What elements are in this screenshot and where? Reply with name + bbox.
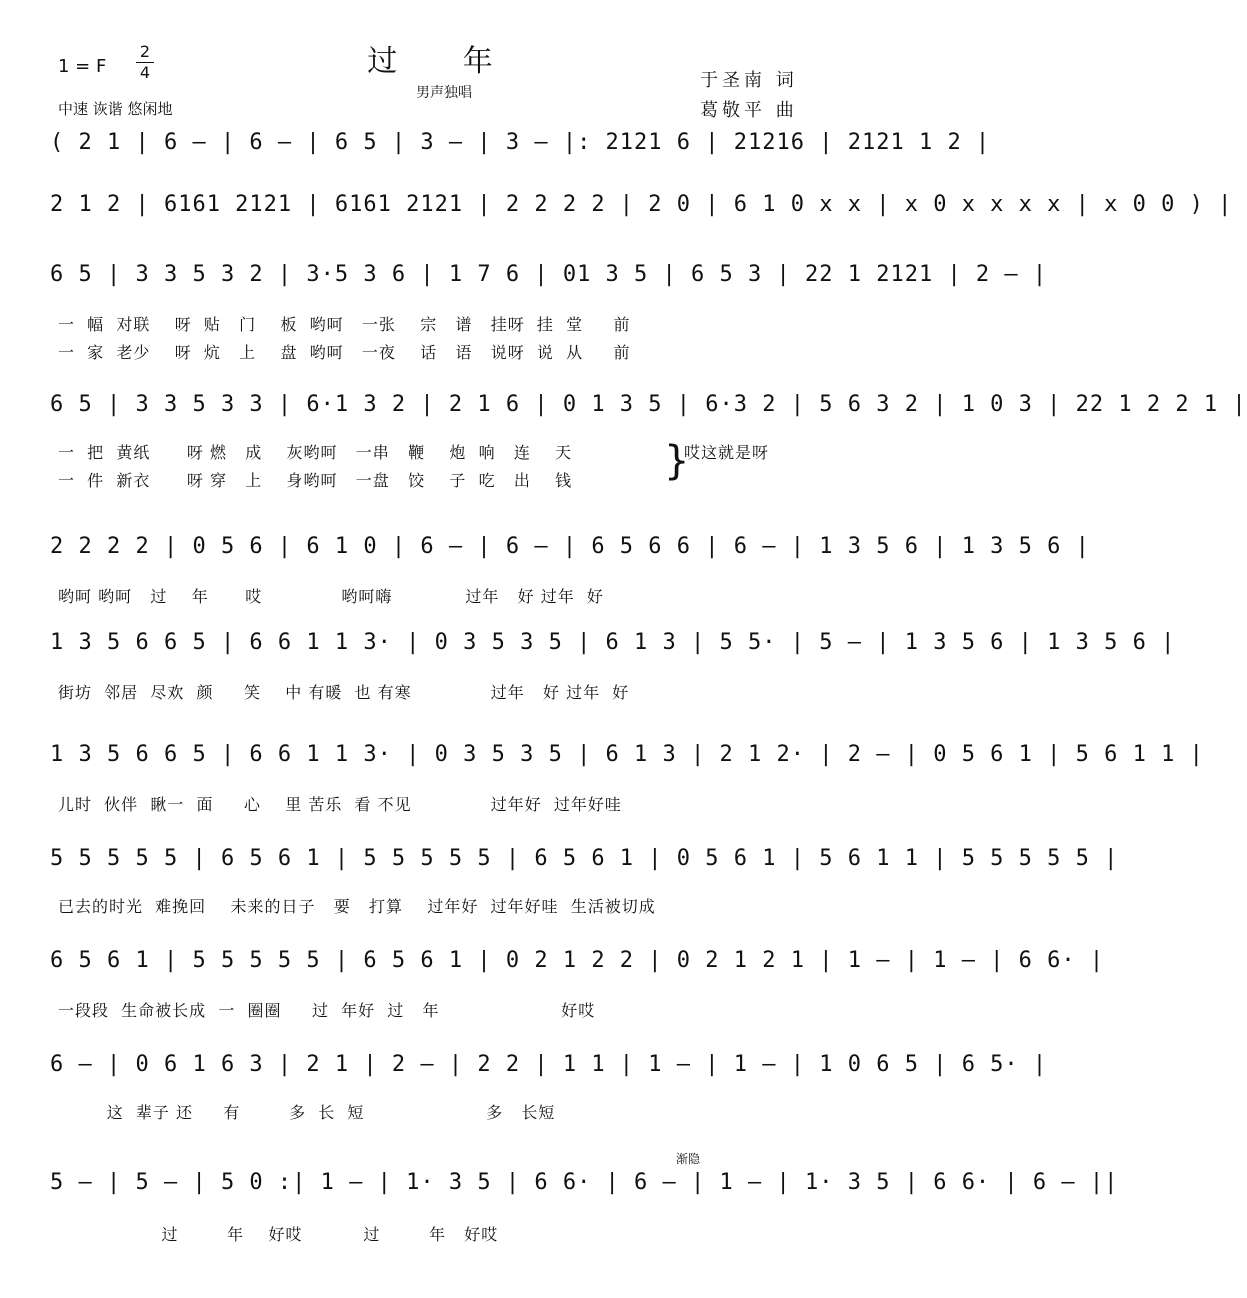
performance-note: 男声独唱 — [416, 85, 472, 101]
key-signature: 1 = F — [58, 56, 107, 77]
notation-line-7: 1 3 5 6 6 5 | 6 6 1 1 3· | 0 3 5 3 5 | 6 1 3 | 2 1 2· | 2 — | 0 5 6 1 | 5 6 1 1 | — [50, 742, 1204, 767]
notation-line-6: 1 3 5 6 6 5 | 6 6 1 1 3· | 0 3 5 3 5 | 6 1 3 | 5 5· | 5 — | 1 3 5 6 | 1 3 5 6 | — [50, 630, 1176, 655]
lyric-line-8-1: 已去的时光 难挽回 未来的日子 要 打算 过年好 过年好哇 生活被切成 — [58, 897, 656, 916]
lyric-line-4-1: 一 把 黄纸 呀 燃 成 灰哟呵 一串 鞭 炮 响 连 天 — [58, 443, 573, 462]
lyric-line-6-1: 街坊 邻居 尽欢 颜 笑 中 有暖 也 有寒 过年 好 过年 好 — [58, 683, 630, 702]
song-title: 过 年 — [367, 44, 521, 79]
lyric-line-4-2: 一 件 新衣 呀 穿 上 身哟呵 一盘 饺 子 吃 出 钱 — [58, 471, 573, 490]
lyricist-credit: 于圣南 词 — [700, 70, 798, 91]
lyric-line-5-1: 哟呵 哟呵 过 年 哎 哟呵嗨 过年 好 过年 好 — [58, 587, 604, 606]
notation-line-4: 6 5 | 3 3 5 3 3 | 6·1 3 2 | 2 1 6 | 0 1 3 5 | 6·3 2 | 5 6 3 2 | 1 0 3 | 22 1 2 2 1 | — [50, 392, 1247, 417]
notation-line-10: 6 — | 0 6 1 6 3 | 2 1 | 2 — | 2 2 | 1 1 | 1 — | 1 — | 1 0 6 5 | 6 5· | — [50, 1052, 1048, 1077]
notation-line-1: ( 2 1 | 6 — | 6 — | 6 5 | 3 — | 3 — |: 2121 6 | 21216 | 2121 1 2 | — [50, 130, 991, 155]
time-signature — [136, 42, 154, 83]
lyric-line-3-2: 一 家 老少 呀 炕 上 盘 哟呵 一夜 话 语 说呀 说 从 前 — [58, 343, 631, 362]
composer-credit: 葛敬平 曲 — [700, 100, 798, 121]
tempo-marking: 中速 诙谐 悠闲地 — [58, 100, 173, 118]
notation-line-11: 5 — | 5 — | 5 0 :| 1 — | 1· 3 5 | 6 6· | 6 — | 1 — | 1· 3 5 | 6 6· | 6 — || — [50, 1170, 1119, 1195]
dynamic-marking: 渐隐 — [676, 1152, 701, 1166]
lyric-line-9-1: 一段段 生命被长成 一 圈圈 过 年好 过 年 好哎 — [58, 1001, 596, 1020]
lyric-line-10-1: 这 辈子 还 有 多 长 短 多 长短 — [58, 1103, 556, 1122]
notation-line-2: 2 1 2 | 6161 2121 | 6161 2121 | 2 2 2 2 | 2 0 | 6 1 0 x x | x 0 x x x x | x 0 0 ) | — [50, 192, 1233, 217]
lyric-line-11-1: 过 年 好哎 过 年 好哎 — [58, 1225, 499, 1244]
notation-line-5: 2 2 2 2 | 0 5 6 | 6 1 0 | 6 — | 6 — | 6 5 6 6 | 6 — | 1 3 5 6 | 1 3 5 6 | — [50, 534, 1090, 559]
notation-line-9: 6 5 6 1 | 5 5 5 5 5 | 6 5 6 1 | 0 2 1 2 2 | 0 2 1 2 1 | 1 — | 1 — | 6 6· | — [50, 948, 1105, 973]
lyric-line-3-1: 一 幅 对联 呀 贴 门 板 哟呵 一张 宗 谱 挂呀 挂 堂 前 — [58, 315, 631, 334]
time-signature-bottom: 4 — [139, 63, 151, 82]
lyric-line-7-1: 儿时 伙伴 瞅一 面 心 里 苦乐 看 不见 过年好 过年好哇 — [58, 795, 622, 814]
notation-line-3: 6 5 | 3 3 5 3 2 | 3·5 3 6 | 1 7 6 | 01 3 5 | 6 5 3 | 22 1 2121 | 2 — | — [50, 262, 1048, 287]
lyric-aside: 哎这就是呀 — [684, 443, 770, 462]
time-signature-top: 2 — [139, 42, 151, 61]
notation-line-8: 5 5 5 5 5 | 6 5 6 1 | 5 5 5 5 5 | 6 5 6 1 | 0 5 6 1 | 5 6 1 1 | 5 5 5 5 5 | — [50, 846, 1119, 871]
lyric-brace: } — [664, 438, 690, 484]
